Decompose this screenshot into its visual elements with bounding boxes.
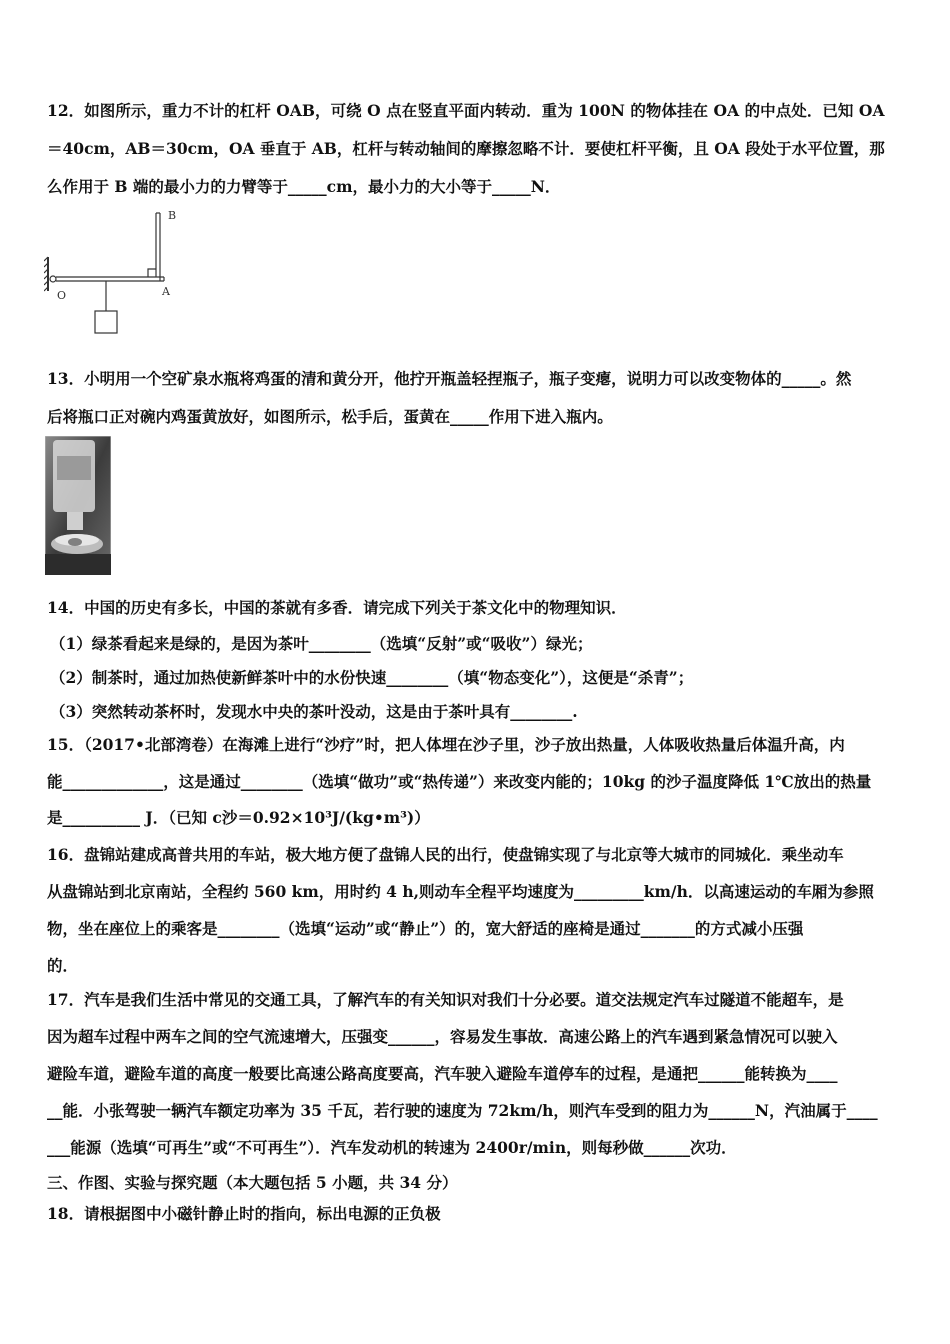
lever-figure xyxy=(44,205,184,337)
q15-line-2: 能_____________，这是通过________（选填“做功”或“热传递”）来改变内能的；10kg 的沙子温度降低 1℃放出的热量 xyxy=(47,772,872,791)
q12-line-2: ＝40cm，AB＝30cm，OA 垂直于 AB，杠杆与转动轴间的摩擦忽略不计．要使杠杆平衡，且 OA 段处于水平位置，那 xyxy=(47,139,885,158)
label-a: A xyxy=(162,285,170,298)
q14-line-1: 14．中国的历史有多长，中国的茶就有多香．请完成下列关于茶文化中的物理知识． xyxy=(47,598,627,617)
q13-line-1: 13．小明用一个空矿泉水瓶将鸡蛋的清和黄分开，他拧开瓶盖轻捏瓶子，瓶子变瘪，说明力可以改变物体的_____。然 xyxy=(47,369,852,388)
q13-line-2: 后将瓶口正对碗内鸡蛋黄放好，如图所示，松手后，蛋黄在_____作用下进入瓶内。 xyxy=(47,407,613,426)
q17-line-1: 17．汽车是我们生活中常见的交通工具，了解汽车的有关知识对我们十分必要。道交法规定汽车过隧道不能超车，是 xyxy=(47,990,844,1009)
q14-sub-2: （2）制茶时，通过加热使新鲜茶叶中的水份快速________（填“物态变化”），这便是“杀青”； xyxy=(50,668,694,687)
q12-line-1: 12．如图所示，重力不计的杠杆 OAB，可绕 O 点在竖直平面内转动．重为 100N 的物体挂在 OA 的中点处．已知 OA xyxy=(47,101,885,120)
q15-line-1: 15．（2017•北部湾卷）在海滩上进行“沙疗”时，把人体埋在沙子里，沙子放出热量，人体吸收热量后体温升高，内 xyxy=(47,735,845,754)
q14-sub-3: （3）突然转动茶杯时，发现水中央的茶叶没动，这是由于茶叶具有________. xyxy=(50,702,578,721)
q15-line-3: 是__________ J．（已知 c沙＝0.92×10³J/(kg•m³)） xyxy=(47,808,430,827)
q17-line-4: __能．小张驾驶一辆汽车额定功率为 35 千瓦，若行驶的速度为 72km/h，则汽车受到的阻力为______N，汽油属于____ xyxy=(47,1101,878,1120)
q16-line-4: 的． xyxy=(47,956,79,975)
q17-line-3: 避险车道，避险车道的高度一般要比高速公路高度要高，汽车驶入避险车道停车的过程，是通把______能转换为____ xyxy=(47,1064,838,1083)
q16-line-1: 16．盘锦站建成高普共用的车站，极大地方便了盘锦人民的出行，使盘锦实现了与北京等大城市的同城化．乘坐动车 xyxy=(47,845,844,864)
label-o: O xyxy=(57,289,67,302)
q16-line-2: 从盘锦站到北京南站，全程约 560 km，用时约 4 h,则动车全程平均速度为_________km/h．以高速运动的车厢为参照 xyxy=(47,882,874,901)
q16-line-3: 物，坐在座位上的乘客是________（选填“运动”或“静止”）的，宽大舒适的座椅是通过_______的方式减小压强 xyxy=(47,919,804,938)
q17-line-5: ___能源（选填“可再生”或“不可再生”）．汽车发动机的转速为 2400r/min，则每秒做______次功． xyxy=(47,1138,737,1157)
q14-sub-1: （1）绿茶看起来是绿的，是因为茶叶________（选填“反射”或“吸收”）绿光； xyxy=(50,634,593,653)
q18-line-1: 18．请根据图中小磁针静止时的指向，标出电源的正负极 xyxy=(47,1204,441,1223)
q17-line-2: 因为超车过程中两车之间的空气流速增大，压强变______，容易发生事故．高速公路上的汽车遇到紧急情况可以驶入 xyxy=(47,1027,838,1046)
label-b: B xyxy=(168,209,177,222)
bottle-photo xyxy=(45,436,111,575)
section-3-heading: 三、作图、实验与探究题（本大题包括 5 小题，共 34 分） xyxy=(47,1173,458,1192)
q12-line-3: 么作用于 B 端的最小力的力臂等于_____cm，最小力的大小等于_____N． xyxy=(47,177,561,196)
